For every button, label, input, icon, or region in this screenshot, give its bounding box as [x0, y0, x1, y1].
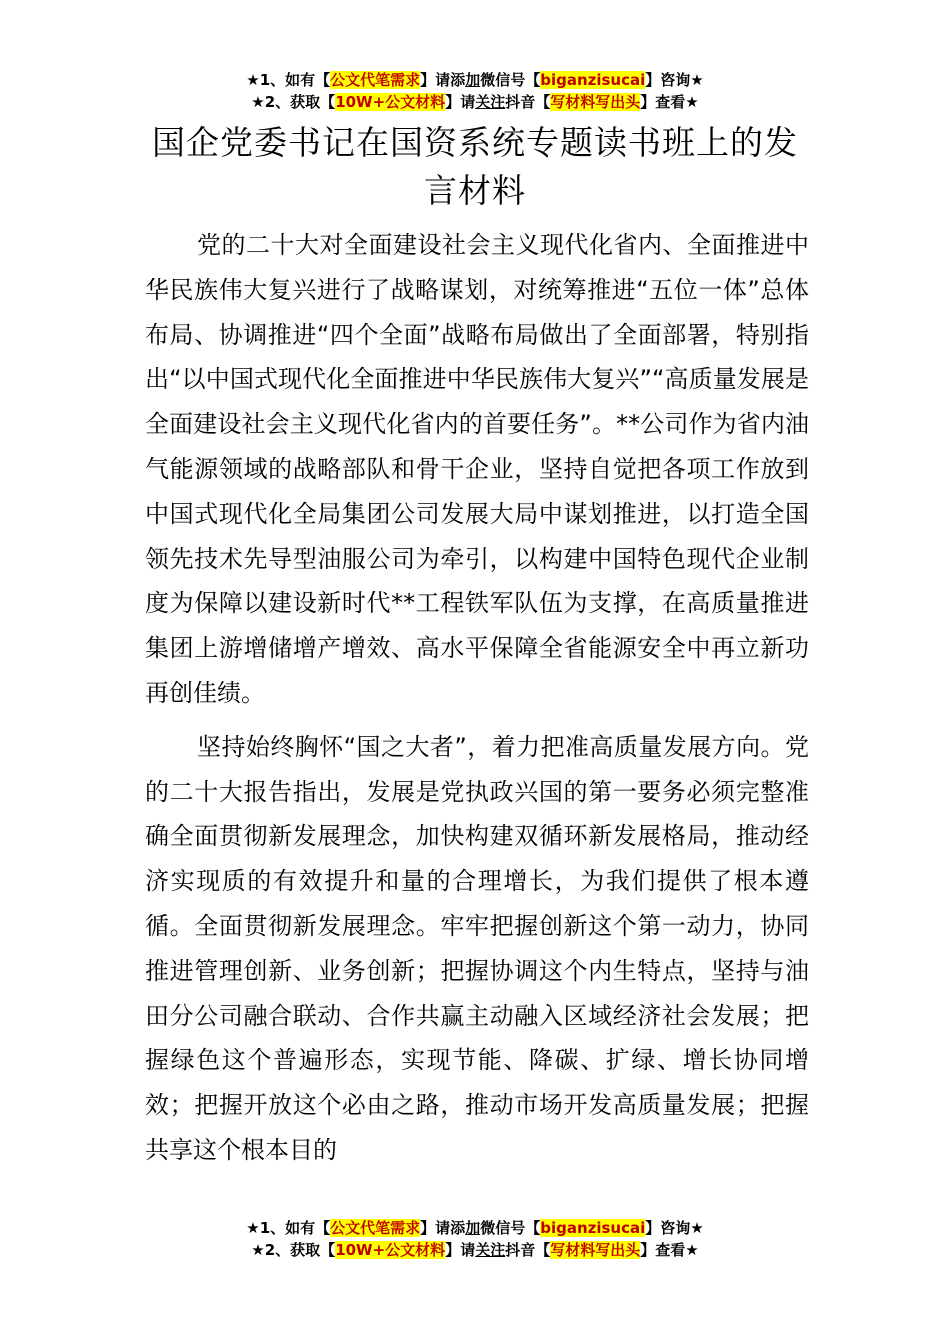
ad-line-1-middle-2: 微信号【 — [480, 1219, 541, 1237]
ad-line-2-suffix: 】查看★ — [640, 1241, 699, 1259]
ad-line-1-prefix: ★1、如有【 — [246, 1219, 331, 1237]
ad-line-1-middle: 】请添 — [420, 1219, 466, 1237]
ad-line-2-underlined: 关注 — [475, 1241, 506, 1259]
ad-banner-top — [0, 69, 950, 113]
ad-line-1-highlight-wechat: biganzisucai — [540, 71, 646, 89]
ad-line-1-underlined: 加 — [465, 71, 481, 89]
ad-line-1-middle-2: 微信号【 — [480, 71, 541, 89]
ad-line-2-prefix: ★2、获取【 — [251, 93, 336, 111]
ad-line-2-middle-2: 抖音【 — [505, 93, 551, 111]
paragraph-2: 坚持始终胸怀“国之大者”，着力把准高质量发展方向。党的二十大报告指出，发展是党执政兴国的第一要务必须完整准确全面贯彻新发展理念，加快构建双循环新发展格局，推动经济实现质的有效提升和量的合理增长，为我们提供了根本遵循。全面贯彻新发展理念。牢牢把握创新这个第一动力，协同推进管理创新、业务创新；把握协调这个内生特点，坚持与油田分公司融合联动、合作共赢主动融入区域经济社会发展；把握绿色这个普遍形态，实现节能、降碳、扩绿、增长协同增效；把握开放这个必由之路，推动市场开发高质量发展；把握共享这个根本目的 — [145, 732, 809, 1164]
ad-line-2-middle: 】请 — [445, 93, 476, 111]
ad-line-2-middle-2: 抖音【 — [505, 1241, 551, 1259]
ad-line-2-underlined: 关注 — [475, 93, 506, 111]
ad-banner-bottom — [0, 1217, 950, 1261]
paragraph-1: 党的二十大对全面建设社会主义现代化省内、全面推进中华民族伟大复兴进行了战略谋划，对统筹推进“五位一体”总体布局、协调推进“四个全面”战略布局做出了全面部署，特别指出“以中国式现代化全面推进中华民族伟大复兴”“高质量发展是全面建设社会主义现代化省内的首要任务”。**公司作为省内油气能源领域的战略部队和骨干企业，坚持自觉把各项工作放到中国式现代化全局集团公司发展大局中谋划推进，以打造全国领先技术先导型油服公司为牵引，以构建中国特色现代企业制度为保障以建设新时代**工程铁军队伍为支撑，在高质量推进集团上游增储增产增效、高水平保障全省能源安全中再立新功再创佳绩。 — [145, 231, 809, 707]
ad-line-1-highlight-service: 公文代笔需求 — [330, 71, 421, 89]
ad-line-2-middle: 】请 — [445, 1241, 476, 1259]
ad-line-1-suffix: 】咨询★ — [645, 1219, 704, 1237]
ad-line-2-highlight-materials: 10W+公文材料 — [335, 93, 446, 111]
ad-line-1-prefix: ★1、如有【 — [246, 71, 331, 89]
ad-line-2 — [0, 1239, 950, 1261]
ad-line-1-highlight-wechat: biganzisucai — [540, 1219, 646, 1237]
document-body — [145, 223, 809, 1173]
document-title: 国企党委书记在国资系统专题读书班上的发言材料 — [152, 123, 798, 210]
ad-line-1 — [0, 69, 950, 91]
ad-line-1-highlight-service: 公文代笔需求 — [330, 1219, 421, 1237]
ad-line-1-suffix: 】咨询★ — [645, 71, 704, 89]
ad-line-2-highlight-douyin: 写材料写出头 — [550, 93, 641, 111]
ad-line-1-middle: 】请添 — [420, 71, 466, 89]
ad-line-1 — [0, 1217, 950, 1239]
ad-line-2-suffix: 】查看★ — [640, 93, 699, 111]
ad-line-2-highlight-materials: 10W+公文材料 — [335, 1241, 446, 1259]
ad-line-2-highlight-douyin: 写材料写出头 — [550, 1241, 641, 1259]
ad-line-2 — [0, 91, 950, 113]
ad-line-2-prefix: ★2、获取【 — [251, 1241, 336, 1259]
ad-line-1-underlined: 加 — [465, 1219, 481, 1237]
